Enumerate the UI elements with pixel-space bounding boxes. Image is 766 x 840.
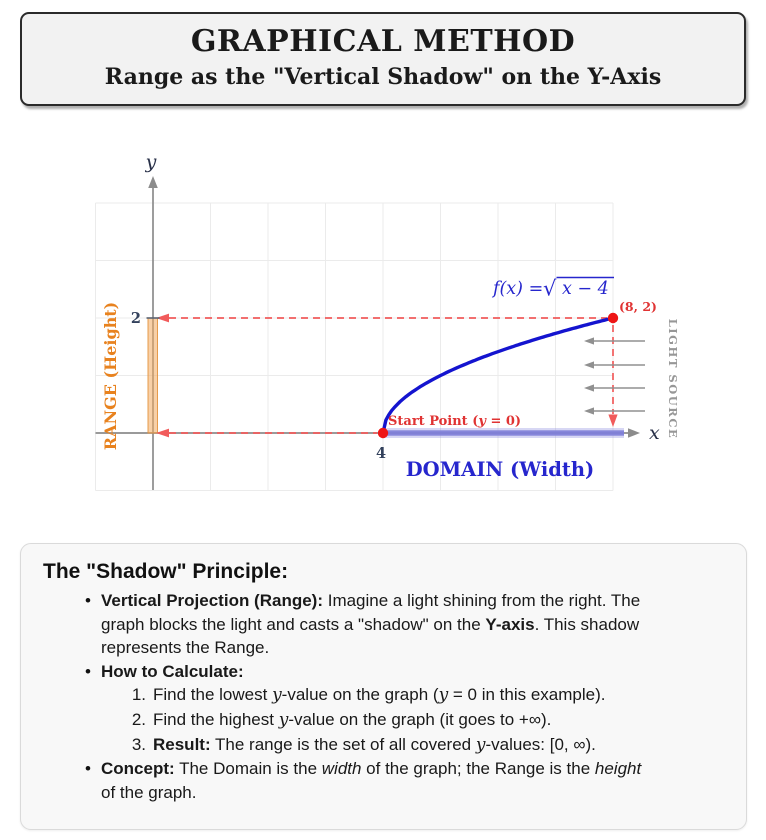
- bullet1-lead: Vertical Projection (Range):: [101, 591, 323, 610]
- function-graph-svg: [85, 145, 685, 505]
- principle-heading: The "Shadow" Principle:: [43, 560, 289, 583]
- step-1: 1. Find the lowest y-value on the graph (y = 0 in this example).: [131, 685, 606, 706]
- range-label: RANGE (Height): [101, 301, 120, 451]
- list-item-vertical-projection: • Vertical Projection (Range): Imagine a light shining from the right. The graph blocks the light and casts a "shadow" on the Y-axis. This shadow represents the Range.: [101, 589, 718, 660]
- point-coordinates-label: (8, 2): [619, 299, 657, 314]
- list-item-how-to-calculate: [101, 660, 718, 757]
- grid-lines: [96, 203, 614, 491]
- shadow-principle-box: [20, 543, 747, 830]
- end-point-dot: [608, 313, 618, 323]
- axes: [96, 187, 629, 490]
- start-point-dot: [378, 428, 388, 438]
- range-shadow-bar: [148, 318, 158, 433]
- bullet2-lead: How to Calculate:: [101, 661, 244, 681]
- domain-label: DOMAIN (Width): [405, 458, 595, 481]
- y-tick-label: 2: [130, 310, 141, 327]
- calculation-steps: [101, 683, 718, 757]
- start-point-label: Start Point (y = 0): [388, 414, 522, 429]
- light-source-label: LIGHT SOURCE: [666, 318, 680, 440]
- title-box: [20, 12, 746, 106]
- y-axis-arrowhead: [148, 176, 158, 188]
- step-3: 3. Result: The range is the set of all covered y-values: [0, ∞).: [131, 734, 596, 755]
- x-axis-arrowhead: [628, 428, 640, 438]
- step-2: 2. Find the highest y-value on the graph (it goes to +∞).: [131, 709, 552, 730]
- function-label-radicand: x − 4: [562, 279, 609, 299]
- projection-arrowhead-x8: [608, 415, 617, 428]
- principle-list: [43, 589, 718, 804]
- bullet3-lead: Concept:: [101, 759, 175, 779]
- x-axis-label: x: [649, 422, 660, 444]
- function-graph-figure: [85, 145, 685, 505]
- page-subtitle: Range as the "Vertical Shadow" on the Y-Axis: [104, 64, 662, 90]
- y-axis-emphasis: Y-axis: [485, 614, 535, 634]
- domain-shadow-bar: [383, 430, 624, 435]
- list-item-concept: • Concept: The Domain is the width of the graph; the Range is the height of the graph.: [101, 757, 718, 804]
- function-label-prefix: f(x) =: [493, 279, 544, 299]
- y-axis-label: y: [145, 151, 157, 173]
- page-title: GRAPHICAL METHOD: [190, 24, 576, 59]
- sqrt-radical-icon: √: [543, 276, 557, 301]
- x-tick-label: 4: [375, 445, 387, 462]
